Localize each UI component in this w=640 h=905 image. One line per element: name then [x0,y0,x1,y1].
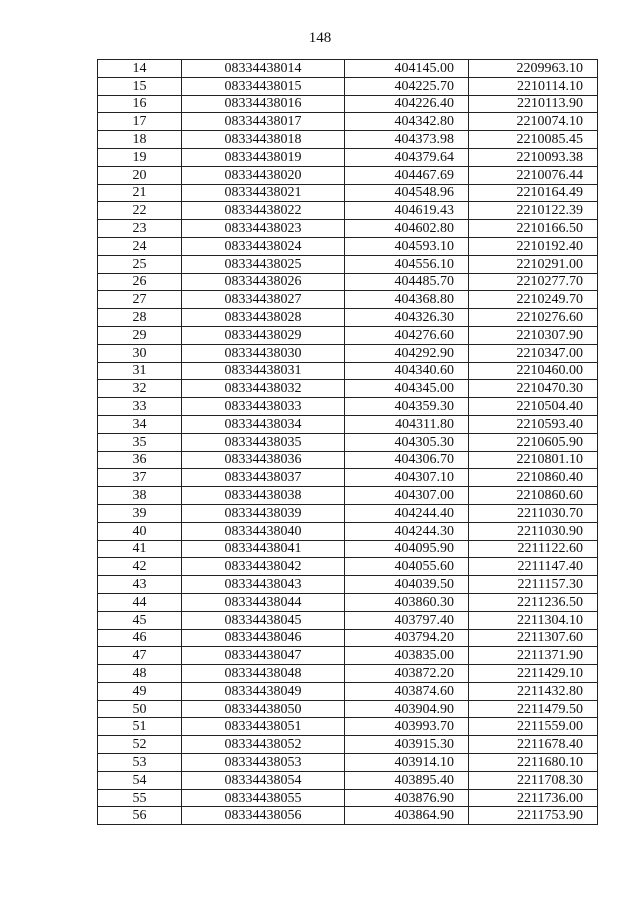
point-id-cell: 08334438041 [182,540,345,558]
y-coordinate-cell: 2210347.00 [469,344,598,362]
y-coordinate-cell: 2210085.45 [469,131,598,149]
point-number-cell: 37 [98,469,182,487]
table-row [98,166,598,184]
x-coordinate-cell: 404340.60 [345,362,469,380]
point-id-cell: 08334438029 [182,326,345,344]
x-coordinate-cell: 403876.90 [345,789,469,807]
point-number-cell: 45 [98,611,182,629]
x-coordinate-cell: 404244.30 [345,522,469,540]
y-coordinate-cell: 2210249.70 [469,291,598,309]
point-id-cell: 08334438056 [182,807,345,825]
table-row [98,273,598,291]
table-row [98,309,598,327]
table-row [98,718,598,736]
table-row [98,220,598,238]
point-number-cell: 43 [98,576,182,594]
table-row [98,255,598,273]
x-coordinate-cell: 404368.80 [345,291,469,309]
point-id-cell: 08334438036 [182,451,345,469]
point-id-cell: 08334438054 [182,771,345,789]
table-row [98,789,598,807]
table-row [98,504,598,522]
table-row [98,754,598,772]
point-number-cell: 41 [98,540,182,558]
y-coordinate-cell: 2211371.90 [469,647,598,665]
y-coordinate-cell: 2211680.10 [469,754,598,772]
y-coordinate-cell: 2210276.60 [469,309,598,327]
x-coordinate-cell: 404345.00 [345,380,469,398]
point-id-cell: 08334438025 [182,255,345,273]
point-id-cell: 08334438055 [182,789,345,807]
point-number-cell: 24 [98,237,182,255]
point-number-cell: 52 [98,736,182,754]
y-coordinate-cell: 2210122.39 [469,202,598,220]
point-id-cell: 08334438016 [182,95,345,113]
page-number: 148 [308,30,332,46]
table-row [98,148,598,166]
point-number-cell: 35 [98,433,182,451]
x-coordinate-cell: 404311.80 [345,415,469,433]
table-row [98,682,598,700]
y-coordinate-cell: 2210192.40 [469,237,598,255]
y-coordinate-cell: 2211429.10 [469,665,598,683]
point-number-cell: 28 [98,309,182,327]
y-coordinate-cell: 2211122.60 [469,540,598,558]
x-coordinate-cell: 404619.43 [345,202,469,220]
point-number-cell: 16 [98,95,182,113]
y-coordinate-cell: 2210093.38 [469,148,598,166]
table-row [98,415,598,433]
y-coordinate-cell: 2210460.00 [469,362,598,380]
point-id-cell: 08334438040 [182,522,345,540]
y-coordinate-cell: 2209963.10 [469,60,598,78]
point-number-cell: 38 [98,487,182,505]
point-number-cell: 23 [98,220,182,238]
table-row [98,344,598,362]
y-coordinate-cell: 2211030.90 [469,522,598,540]
point-number-cell: 26 [98,273,182,291]
table-row [98,433,598,451]
coordinates-table [97,59,598,825]
table-row [98,451,598,469]
table-row [98,771,598,789]
table-row [98,576,598,594]
x-coordinate-cell: 404095.90 [345,540,469,558]
point-number-cell: 48 [98,665,182,683]
x-coordinate-cell: 404306.70 [345,451,469,469]
point-id-cell: 08334438019 [182,148,345,166]
point-id-cell: 08334438027 [182,291,345,309]
table-row [98,700,598,718]
point-id-cell: 08334438028 [182,309,345,327]
point-number-cell: 18 [98,131,182,149]
point-number-cell: 55 [98,789,182,807]
table-row [98,647,598,665]
table-row [98,202,598,220]
point-id-cell: 08334438024 [182,237,345,255]
table-row [98,291,598,309]
x-coordinate-cell: 404373.98 [345,131,469,149]
point-number-cell: 32 [98,380,182,398]
point-id-cell: 08334438033 [182,398,345,416]
point-number-cell: 39 [98,504,182,522]
point-id-cell: 08334438044 [182,593,345,611]
x-coordinate-cell: 404276.60 [345,326,469,344]
point-number-cell: 54 [98,771,182,789]
y-coordinate-cell: 2211708.30 [469,771,598,789]
point-id-cell: 08334438030 [182,344,345,362]
x-coordinate-cell: 404244.40 [345,504,469,522]
point-id-cell: 08334438045 [182,611,345,629]
coordinates-table-body [98,60,598,825]
point-number-cell: 20 [98,166,182,184]
point-number-cell: 29 [98,326,182,344]
point-number-cell: 40 [98,522,182,540]
point-id-cell: 08334438023 [182,220,345,238]
x-coordinate-cell: 403864.90 [345,807,469,825]
x-coordinate-cell: 403895.40 [345,771,469,789]
x-coordinate-cell: 403794.20 [345,629,469,647]
table-row [98,522,598,540]
x-coordinate-cell: 403797.40 [345,611,469,629]
point-id-cell: 08334438051 [182,718,345,736]
y-coordinate-cell: 2210605.90 [469,433,598,451]
point-id-cell: 08334438038 [182,487,345,505]
x-coordinate-cell: 403993.70 [345,718,469,736]
point-id-cell: 08334438022 [182,202,345,220]
table-row [98,362,598,380]
y-coordinate-cell: 2211030.70 [469,504,598,522]
table-row [98,95,598,113]
table-row [98,184,598,202]
point-id-cell: 08334438053 [182,754,345,772]
x-coordinate-cell: 404305.30 [345,433,469,451]
point-number-cell: 34 [98,415,182,433]
x-coordinate-cell: 404359.30 [345,398,469,416]
point-id-cell: 08334438014 [182,60,345,78]
y-coordinate-cell: 2210164.49 [469,184,598,202]
x-coordinate-cell: 404379.64 [345,148,469,166]
point-number-cell: 31 [98,362,182,380]
point-id-cell: 08334438017 [182,113,345,131]
point-id-cell: 08334438035 [182,433,345,451]
table-row [98,736,598,754]
table-row [98,487,598,505]
point-id-cell: 08334438020 [182,166,345,184]
y-coordinate-cell: 2210166.50 [469,220,598,238]
table-row [98,611,598,629]
point-id-cell: 08334438047 [182,647,345,665]
table-row [98,131,598,149]
point-number-cell: 51 [98,718,182,736]
point-number-cell: 44 [98,593,182,611]
point-number-cell: 42 [98,558,182,576]
x-coordinate-cell: 404593.10 [345,237,469,255]
x-coordinate-cell: 403874.60 [345,682,469,700]
point-number-cell: 19 [98,148,182,166]
y-coordinate-cell: 2211304.10 [469,611,598,629]
y-coordinate-cell: 2211678.40 [469,736,598,754]
y-coordinate-cell: 2210860.60 [469,487,598,505]
x-coordinate-cell: 403904.90 [345,700,469,718]
point-id-cell: 08334438015 [182,77,345,95]
y-coordinate-cell: 2210504.40 [469,398,598,416]
y-coordinate-cell: 2211736.00 [469,789,598,807]
point-id-cell: 08334438043 [182,576,345,594]
point-id-cell: 08334438018 [182,131,345,149]
point-id-cell: 08334438039 [182,504,345,522]
point-number-cell: 46 [98,629,182,647]
x-coordinate-cell: 404039.50 [345,576,469,594]
table-row [98,629,598,647]
x-coordinate-cell: 403872.20 [345,665,469,683]
point-number-cell: 15 [98,77,182,95]
x-coordinate-cell: 403915.30 [345,736,469,754]
y-coordinate-cell: 2210291.00 [469,255,598,273]
y-coordinate-cell: 2210593.40 [469,415,598,433]
point-number-cell: 53 [98,754,182,772]
point-number-cell: 33 [98,398,182,416]
y-coordinate-cell: 2210801.10 [469,451,598,469]
point-number-cell: 14 [98,60,182,78]
point-id-cell: 08334438034 [182,415,345,433]
x-coordinate-cell: 404307.10 [345,469,469,487]
y-coordinate-cell: 2211307.60 [469,629,598,647]
x-coordinate-cell: 404467.69 [345,166,469,184]
x-coordinate-cell: 404226.40 [345,95,469,113]
table-row [98,540,598,558]
table-row [98,237,598,255]
y-coordinate-cell: 2211559.00 [469,718,598,736]
y-coordinate-cell: 2210114.10 [469,77,598,95]
x-coordinate-cell: 404307.00 [345,487,469,505]
table-row [98,380,598,398]
table-row [98,77,598,95]
x-coordinate-cell: 404556.10 [345,255,469,273]
y-coordinate-cell: 2210113.90 [469,95,598,113]
x-coordinate-cell: 404055.60 [345,558,469,576]
point-id-cell: 08334438042 [182,558,345,576]
table-row [98,665,598,683]
x-coordinate-cell: 404326.30 [345,309,469,327]
point-number-cell: 50 [98,700,182,718]
y-coordinate-cell: 2211479.50 [469,700,598,718]
y-coordinate-cell: 2211157.30 [469,576,598,594]
point-id-cell: 08334438037 [182,469,345,487]
table-row [98,60,598,78]
y-coordinate-cell: 2210307.90 [469,326,598,344]
x-coordinate-cell: 404145.00 [345,60,469,78]
point-id-cell: 08334438026 [182,273,345,291]
point-id-cell: 08334438052 [182,736,345,754]
x-coordinate-cell: 403860.30 [345,593,469,611]
point-number-cell: 17 [98,113,182,131]
point-number-cell: 22 [98,202,182,220]
y-coordinate-cell: 2211432.80 [469,682,598,700]
table-row [98,469,598,487]
table-row [98,326,598,344]
y-coordinate-cell: 2210860.40 [469,469,598,487]
point-id-cell: 08334438050 [182,700,345,718]
point-id-cell: 08334438031 [182,362,345,380]
point-number-cell: 47 [98,647,182,665]
table-row [98,807,598,825]
x-coordinate-cell: 404485.70 [345,273,469,291]
y-coordinate-cell: 2210277.70 [469,273,598,291]
x-coordinate-cell: 404225.70 [345,77,469,95]
y-coordinate-cell: 2211147.40 [469,558,598,576]
point-number-cell: 25 [98,255,182,273]
point-id-cell: 08334438049 [182,682,345,700]
x-coordinate-cell: 404548.96 [345,184,469,202]
point-number-cell: 21 [98,184,182,202]
y-coordinate-cell: 2210076.44 [469,166,598,184]
x-coordinate-cell: 404602.80 [345,220,469,238]
x-coordinate-cell: 403914.10 [345,754,469,772]
point-number-cell: 27 [98,291,182,309]
y-coordinate-cell: 2211236.50 [469,593,598,611]
table-row [98,398,598,416]
y-coordinate-cell: 2211753.90 [469,807,598,825]
y-coordinate-cell: 2210074.10 [469,113,598,131]
table-row [98,558,598,576]
y-coordinate-cell: 2210470.30 [469,380,598,398]
point-id-cell: 08334438032 [182,380,345,398]
point-number-cell: 56 [98,807,182,825]
x-coordinate-cell: 404292.90 [345,344,469,362]
point-number-cell: 30 [98,344,182,362]
table-row [98,593,598,611]
x-coordinate-cell: 404342.80 [345,113,469,131]
point-number-cell: 49 [98,682,182,700]
table-row [98,113,598,131]
point-id-cell: 08334438048 [182,665,345,683]
x-coordinate-cell: 403835.00 [345,647,469,665]
point-id-cell: 08334438021 [182,184,345,202]
point-number-cell: 36 [98,451,182,469]
point-id-cell: 08334438046 [182,629,345,647]
